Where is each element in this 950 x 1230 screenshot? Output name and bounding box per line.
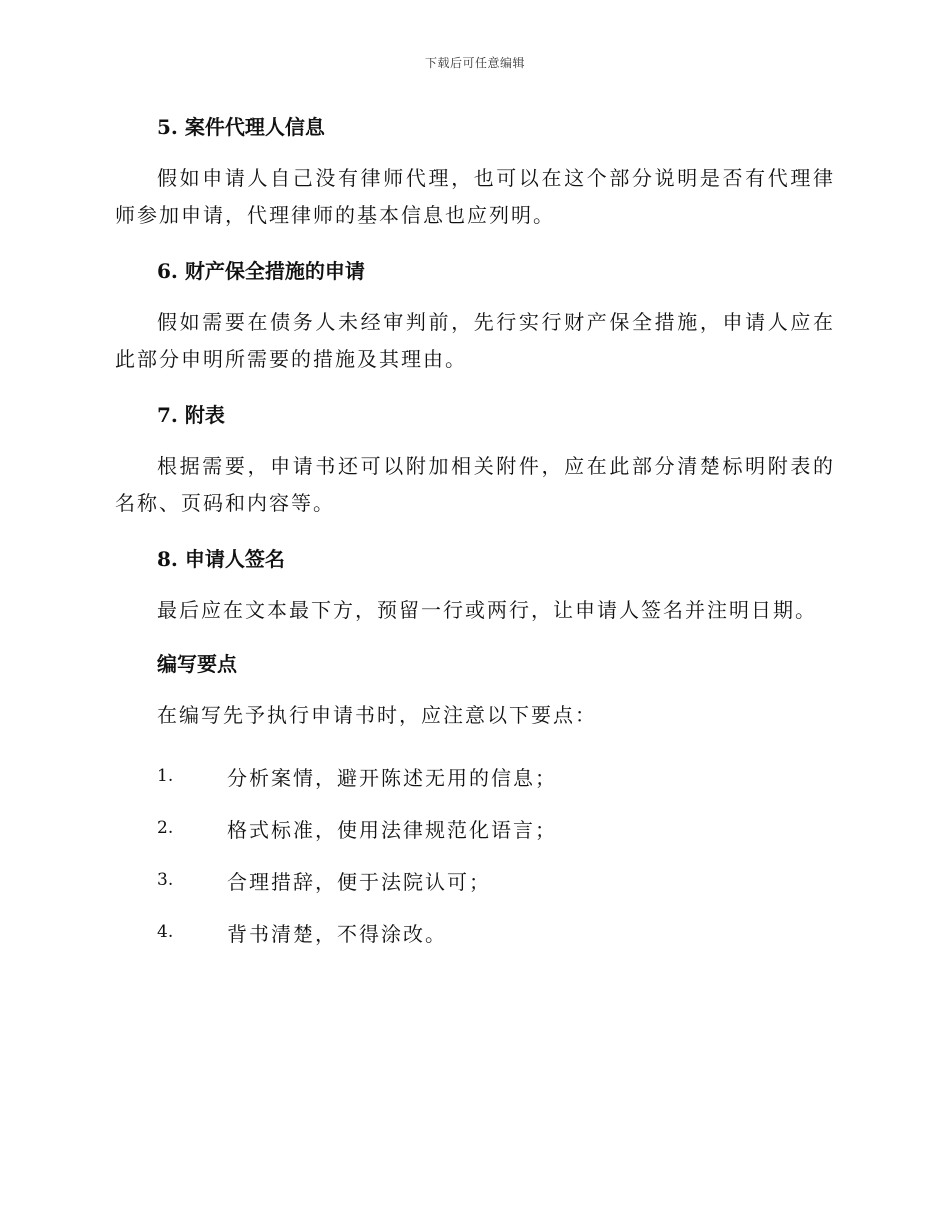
list-item-number: 4. <box>157 922 174 942</box>
list-item-number: 1. <box>157 766 174 786</box>
list-item-number: 3. <box>157 870 174 890</box>
list-item <box>115 854 835 906</box>
section-heading-attachments: 7. 附表 <box>157 403 225 427</box>
list-item <box>115 802 835 854</box>
list-item-text: 格式标准，使用法律规范化语言； <box>227 817 557 842</box>
list-item <box>115 906 835 958</box>
list-item-number: 2. <box>157 818 174 838</box>
key-points-intro: 在编写先予执行申请书时，应注意以下要点： <box>157 703 597 727</box>
section-heading-agent-info: 5. 案件代理人信息 <box>157 115 325 139</box>
document-body <box>115 108 835 958</box>
section-body-attachments: 根据需要，申请书还可以附加相关附件，应在此部分清楚标明附表的名称、页码和内容等。 <box>115 454 835 515</box>
section-body-property-preservation: 假如需要在债务人未经审判前，先行实行财产保全措施，申请人应在此部分申明所需要的措施及其理由。 <box>115 310 835 371</box>
section-body-signature: 最后应在文本最下方，预留一行或两行，让申请人签名并注明日期。 <box>157 598 817 622</box>
list-item-text: 背书清楚，不得涂改。 <box>227 921 447 946</box>
section-heading-signature: 8. 申请人签名 <box>157 547 285 571</box>
section-heading-property-preservation: 6. 财产保全措施的申请 <box>157 259 365 283</box>
list-item-text: 分析案情，避开陈述无用的信息； <box>227 765 557 790</box>
section-body-agent-info: 假如申请人自己没有律师代理，也可以在这个部分说明是否有代理律师参加申请，代理律师的基本信息也应列明。 <box>115 166 835 227</box>
list-item-text: 合理措辞，便于法院认可； <box>227 869 491 894</box>
key-points-list <box>115 750 835 958</box>
key-points-heading: 编写要点 <box>157 652 237 676</box>
page-header: 下载后可任意编辑 <box>424 56 525 70</box>
list-item <box>115 750 835 802</box>
